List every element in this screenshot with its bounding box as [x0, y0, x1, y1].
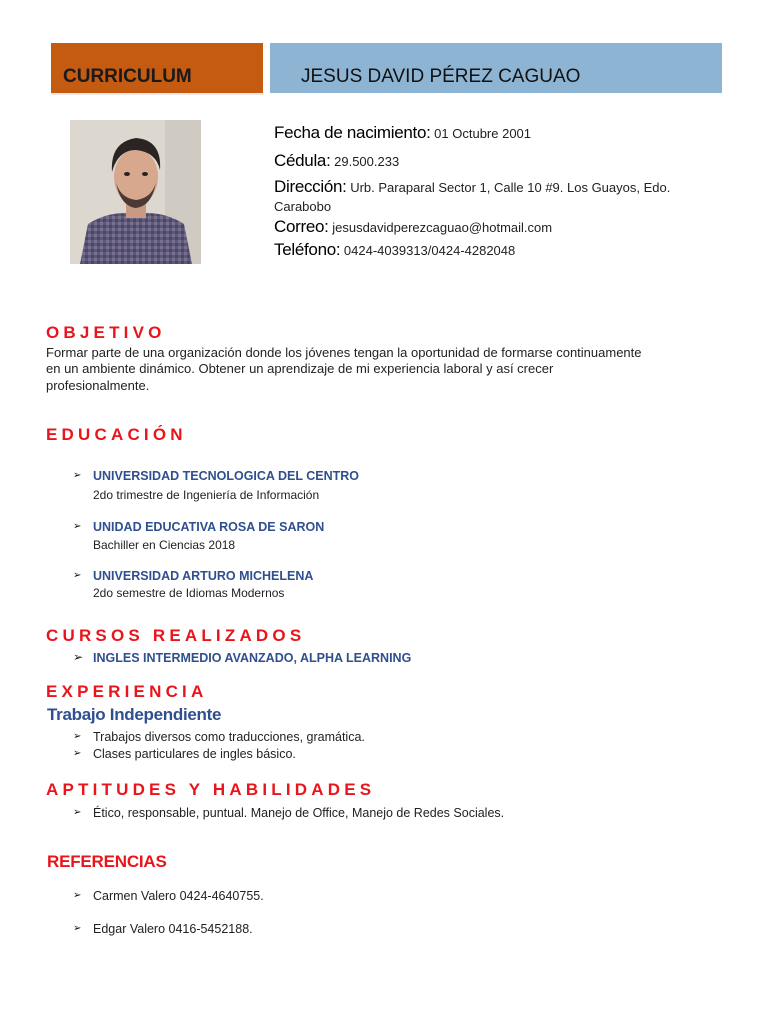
arrowhead-bullet-icon: ➢ — [73, 470, 82, 481]
birth-date-label: Fecha de nacimiento: — [274, 123, 431, 142]
address-line-2 — [274, 199, 724, 215]
objective-heading: OBJETIVO — [46, 323, 166, 342]
portrait-image — [70, 120, 201, 264]
education-item-detail: 2do trimestre de Ingeniería de Información — [93, 488, 320, 502]
arrowhead-bullet-icon: ➢ — [73, 650, 84, 664]
arrowhead-bullet-icon: ➢ — [73, 570, 82, 581]
education-heading: EDUCACIÓN — [46, 425, 187, 444]
arrowhead-bullet-icon: ➢ — [73, 807, 82, 818]
course-item: INGLES INTERMEDIO AVANZADO, ALPHA LEARNING — [93, 651, 412, 665]
birth-date-value: 01 Octubre 2001 — [434, 126, 532, 141]
objective-line-1: Formar parte de una organización donde los jóvenes tengan la oportunidad de formarse continuamente — [46, 345, 642, 360]
courses-heading: CURSOS REALIZADOS — [46, 626, 306, 645]
arrowhead-bullet-icon: ➢ — [73, 923, 82, 934]
reference-item: Edgar Valero 0416-5452188. — [93, 922, 253, 936]
id-label: Cédula: — [274, 151, 331, 170]
header-name-block — [270, 43, 722, 93]
phone-label: Teléfono: — [274, 240, 341, 259]
phone-value: 0424-4039313/0424-4282048 — [343, 243, 516, 258]
birth-date-line — [274, 125, 724, 142]
references-heading: REFERENCIAS — [47, 852, 167, 871]
email-line — [274, 219, 724, 236]
experience-item: Trabajos diversos como traducciones, gramática. — [93, 730, 365, 744]
id-line — [274, 153, 724, 170]
address-value-2: Carabobo — [274, 199, 332, 214]
skills-heading: APTITUDES Y HABILIDADES — [46, 780, 376, 799]
skills-item: Ético, responsable, puntual. Manejo de Office, Manejo de Redes Sociales. — [93, 806, 505, 820]
candidate-name: JESUS DAVID PÉREZ CAGUAO — [301, 66, 581, 87]
arrowhead-bullet-icon: ➢ — [73, 748, 82, 759]
arrowhead-bullet-icon: ➢ — [73, 521, 82, 532]
education-item-title: UNIVERSIDAD TECNOLOGICA DEL CENTRO — [93, 469, 359, 483]
reference-item: Carmen Valero 0424-4640755. — [93, 889, 264, 903]
arrowhead-bullet-icon: ➢ — [73, 890, 82, 901]
experience-item: Clases particulares de ingles básico. — [93, 747, 296, 761]
curriculum-label: CURRICULUM — [63, 66, 192, 87]
education-item-title: UNIVERSIDAD ARTURO MICHELENA — [93, 569, 314, 583]
id-value: 29.500.233 — [334, 154, 400, 169]
profile-photo — [70, 120, 201, 264]
experience-heading: EXPERIENCIA — [46, 682, 208, 701]
email-value: jesusdavidperezcaguao@hotmail.com — [332, 220, 553, 235]
email-label: Correo: — [274, 217, 329, 236]
address-value: Urb. Paraparal Sector 1, Calle 10 #9. Los Guayos, Edo. — [350, 180, 671, 195]
phone-line — [274, 242, 724, 259]
address-label: Dirección: — [274, 177, 347, 196]
education-item-title: UNIDAD EDUCATIVA ROSA DE SARON — [93, 520, 325, 534]
education-item-detail: 2do semestre de Idiomas Modernos — [93, 586, 285, 600]
objective-line-2: en un ambiente dinámico. Obtener un aprendizaje de mi experiencia laboral y así crecer — [46, 361, 554, 376]
experience-subheading: Trabajo Independiente — [47, 705, 222, 724]
arrowhead-bullet-icon: ➢ — [73, 731, 82, 742]
objective-line-3: profesionalmente. — [46, 378, 150, 393]
address-line — [274, 179, 724, 196]
education-item-detail: Bachiller en Ciencias 2018 — [93, 538, 236, 552]
header-left-block — [51, 43, 263, 95]
